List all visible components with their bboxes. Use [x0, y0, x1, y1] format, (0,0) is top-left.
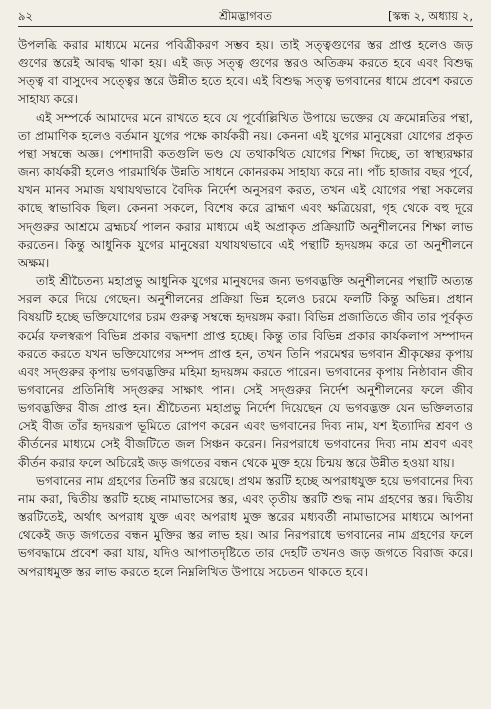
page-number: ৯২: [18, 9, 33, 23]
paragraph: এই সম্পর্কে আমাদের মনে রাখতে হবে যে পূর্বোল্লিখিত উপায়ে ভক্তের যে ক্রমোন্নতির পন্থা, তা প্রামাণিক হলেও বর্তমান যুগের পক্ষে কার্যকরী নয়। কেননা এই যুগের মানুষেরা যোগের প্রকৃত পন্থা সম্বন্ধে অজ্ঞ। পেশাদারী কতগুলি ভণ্ড যে তথাকথিত যোগের শিক্ষা দিচ্ছে, তা স্বাস্থ্যরক্ষার জন্য কার্যকরী হলেও পারমার্থিক উন্নতি সাধনে কোনরকম সাহায্য করে না। পাঁচ হাজার বছর পূর্বে, যখন মানব সমাজ যথাযথভাবে বৈদিক নির্দেশ অনুসরণ করত, তখন এই যোগের পন্থা সকলের কাছে স্বাভাবিক ছিল। কেননা সকলে, বিশেষ করে ব্রাহ্মণ এবং ক্ষত্রিয়েরা, গৃহ থেকে বহু দূরে সদ্গুরুর আশ্রমে ব্রহ্মচর্য পালন করার মাধ্যমে এই অপ্রাকৃত প্রক্রিয়াটি অনুশীলনের শিক্ষা লাভ করতেন। কিন্তু আধুনিক যুগের মানুষেরা যথাযথভাবে এই পন্থাটি হৃদয়ঙ্গম করে তা অনুশীলনে অক্ষম।: [18, 110, 473, 270]
paragraph: উপলব্ধি করার মাধ্যমে মনের পবিত্রীকরণ সম্ভব হয়। তাই সত্ত্বগুণের স্তর প্রাপ্ত হলেও জড় গুণের স্তরেই আবদ্ধ থাকা হয়। এই জড় সত্ত্ব গুণের স্তরও অতিক্রম করতে হবে এবং বিশুদ্ধ সত্ত্ব বা বাসুদেব সত্ত্বের স্তরে উন্নীত হতে হবে। এই বিশুদ্ধ সত্ত্ব ভগবানের ধামে প্রবেশ করতে সাহায্য করে।: [18, 38, 473, 107]
section-reference: [স্কন্ধ ২, অধ্যায় ২,: [388, 9, 473, 23]
paragraph: ভগবানের নাম গ্রহণের তিনটি স্তর রয়েছে। প্রথম স্তরটি হচ্ছে অপরাধযুক্ত হয়ে ভগবানের দিব্য নাম করা, দ্বিতীয় স্তরটি হচ্ছে নামাভাসের স্তর, এবং তৃতীয় স্তরটি শুদ্ধ নাম গ্রহণের স্তর। দ্বিতীয় স্তরটিতেই, অর্থাৎ অপরাধ যুক্ত এবং অপরাধ মুক্ত স্তরের মধ্যবর্তী নামাভাসের মাধ্যমে আপনা থেকেই জড় জগতের বন্ধন মুক্তির স্তর লাভ হয়। আর নিরপরাধে ভগবানের নাম গ্রহণের ফলে ভগবদ্ধামে প্রবেশ করা যায়, যদিও আপাতদৃষ্টিতে তার দেহটি তখনও জড় জগতে বিরাজ করে। অপরাধমুক্ত স্তর লাভ করতে হলে নিম্নলিখিত উপায়ে সচেতন থাকতে হবে।: [18, 473, 473, 579]
paragraph: তাই শ্রীচৈতন্য মহাপ্রভু আধুনিক যুগের মানুষদের জন্য ভগবদ্ভক্তি অনুশীলনের পন্থাটি অত্যন্ত সরল করে দিয়ে গেছেন। অনুশীলনের প্রক্রিয়া ভিন্ন হলেও চরমে ফলটি কিন্তু অভিন্ন। প্রধান বিষয়টি হচ্ছে ভক্তিযোগের চরম গুরুত্ব সম্বন্ধে হৃদয়ঙ্গম করা। বিভিন্ন প্রজাতিতে জীব তার পূর্বকৃত কর্মের ফলস্বরূপ বিভিন্ন প্রকার বদ্ধদশা প্রাপ্ত হচ্ছে। কিন্তু তার বিভিন্ন প্রকার কার্যকলাপ সম্পাদন করতে করতে যখন ভক্তিযোগের সম্পদ প্রাপ্ত হন, তখন তিনি পরমেশ্বর ভগবান শ্রীকৃষ্ণের কৃপায় এবং সদ্গুরুর কৃপায় ভগবদ্ভক্তির মহিমা হৃদয়ঙ্গম করতে পারেন। ভগবানের কৃপায় নিষ্ঠাবান জীব ভগবানের প্রতিনিধি সদ্গুরুর সাক্ষাৎ পান। সেই সদ্গুরুর নির্দেশ অনুশীলনের ফলে জীব ভগবদ্ভক্তির বীজ প্রাপ্ত হন। শ্রীচৈতন্য মহাপ্রভু নির্দেশ দিয়েছেন যে ভগবদ্ভক্ত যেন ভক্তিলতার সেই বীজ তাঁর হৃদয়রূপ ভূমিতে রোপণ করেন এবং ভগবানের দিব্য নাম, যশ ইত্যাদির শ্রবণ ও কীর্তনের মাধ্যমে সেই বীজটিতে জল সিঞ্চন করেন। নিরপরাধে ভগবানের দিব্য নাম শ্রবণ এবং কীর্তন করার ফলে অচিরেই জড় জগতের বন্ধন থেকে মুক্ত হয়ে চিন্ময় স্তরে উন্নীত হওয়া যায়।: [18, 274, 473, 470]
book-title: শ্রীমদ্ভাগবত: [219, 9, 272, 23]
page-body: [18, 36, 473, 581]
running-header: [18, 6, 473, 27]
